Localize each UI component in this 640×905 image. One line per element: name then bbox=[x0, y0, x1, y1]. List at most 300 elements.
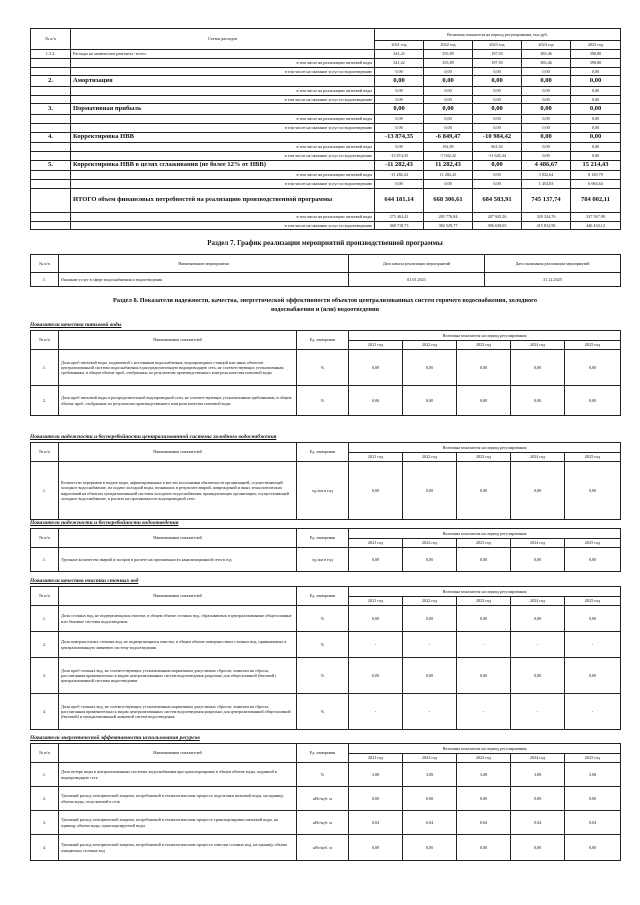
table-row bbox=[31, 123, 621, 132]
row-value: 0,00 bbox=[571, 151, 621, 160]
year-header: 2025 год bbox=[565, 754, 621, 763]
row-num bbox=[31, 151, 71, 160]
col-name: Наименование показателей bbox=[59, 744, 297, 763]
row-value: -13 874,35 bbox=[375, 151, 424, 160]
block-heading: Показатели энергетической эффективности использования ресурсов bbox=[30, 735, 200, 741]
year-header: 2025 год bbox=[565, 539, 621, 548]
row-num: 1. bbox=[31, 350, 59, 386]
header-row bbox=[31, 443, 621, 453]
row-num bbox=[31, 114, 71, 123]
row-value: 0,00 bbox=[522, 95, 571, 104]
section7-title: Раздел 7. График реализации мероприятий производственной программы bbox=[207, 239, 443, 247]
row-value: 784 002,11 bbox=[571, 188, 621, 212]
row-value: 415 812,98 bbox=[522, 221, 571, 230]
row-value: 0,00 bbox=[565, 462, 621, 520]
row-value: 0,00 bbox=[565, 606, 621, 632]
row-value: 396 638,65 bbox=[473, 221, 522, 230]
row-value: 0,00 bbox=[457, 548, 511, 572]
row-value: 3,08 bbox=[349, 763, 403, 787]
row-value: 0,00 bbox=[424, 104, 473, 115]
row-value: 0,00 bbox=[375, 179, 424, 188]
row-value: 0,00 bbox=[403, 787, 457, 811]
col-unit: Ед. измерения bbox=[297, 331, 349, 350]
row-value: 3,08 bbox=[511, 763, 565, 787]
row-num bbox=[31, 58, 71, 67]
row-value: 287 945,26 bbox=[473, 212, 522, 221]
row-num: 4. bbox=[31, 835, 59, 861]
row-value: 398,80 bbox=[571, 58, 621, 67]
table-row bbox=[31, 462, 621, 520]
col-period: Величина показателя на период регулирования bbox=[349, 443, 621, 453]
row-unit: кВт/куб. м bbox=[297, 835, 349, 861]
row-value: 11 282,43 bbox=[424, 171, 473, 180]
col-num: № п/п bbox=[31, 529, 59, 548]
row-name: Корректировка НВВ bbox=[71, 132, 375, 143]
row-value: 0,00 bbox=[511, 350, 565, 386]
row-value: -10 984,42 bbox=[473, 132, 522, 143]
row-value: - bbox=[403, 632, 457, 658]
row-value: 4 486,67 bbox=[522, 160, 571, 171]
row-name: в том числе на реализацию питьевой воды bbox=[71, 86, 375, 95]
row-value: 446 434,12 bbox=[571, 221, 621, 230]
year-header: 2024 год bbox=[511, 341, 565, 350]
table-row bbox=[31, 171, 621, 180]
year-header: 2023 год bbox=[457, 597, 511, 606]
col-num: № п/п bbox=[31, 255, 59, 273]
row-value: 0,00 bbox=[565, 787, 621, 811]
row-value: 0,00 bbox=[457, 350, 511, 386]
col-name: Статьи расходов bbox=[71, 29, 375, 50]
row-value: 0,00 bbox=[375, 76, 424, 87]
table-row bbox=[31, 221, 621, 230]
row-num: 1. bbox=[31, 273, 59, 287]
table-row bbox=[31, 694, 621, 730]
row-value: 192,85 bbox=[424, 143, 473, 152]
row-value: 0,00 bbox=[403, 835, 457, 861]
row-value: 337 567,99 bbox=[571, 212, 621, 221]
row-num: 4. bbox=[31, 132, 71, 143]
table-row bbox=[31, 160, 621, 171]
row-value: 0,00 bbox=[375, 67, 424, 76]
row-value: 0,00 bbox=[375, 114, 424, 123]
row-value: - bbox=[457, 694, 511, 730]
row-value: 0,00 bbox=[424, 123, 473, 132]
col-num: № п/п bbox=[31, 744, 59, 763]
year-header: 2025 год bbox=[565, 453, 621, 462]
row-value: 197,93 bbox=[473, 50, 522, 59]
row-value: 355,89 bbox=[424, 50, 473, 59]
row-value: -13 874,35 bbox=[375, 132, 424, 143]
row-value: 0,00 bbox=[522, 132, 571, 143]
row-value: 0,00 bbox=[511, 606, 565, 632]
row-value: 0,00 bbox=[424, 95, 473, 104]
row-name: в том числе на реализацию питьевой воды bbox=[71, 114, 375, 123]
table-row bbox=[31, 787, 621, 811]
year-header: 2024 год bbox=[511, 597, 565, 606]
row-name: в том числе на реализацию питьевой воды bbox=[71, 171, 375, 180]
row-name: ИТОГО объем финансовых потребностей на реализацию производственной программы bbox=[71, 188, 375, 212]
table-row bbox=[31, 151, 621, 160]
row-name: Удельный расход электрической энергии, потребляемой в технологическом процессе транспортировки питьевой воды, на единицу объема воды, транспортируемой воды bbox=[59, 811, 297, 835]
row-unit: % bbox=[297, 606, 349, 632]
row-value: 0,00 bbox=[424, 114, 473, 123]
table-row bbox=[31, 95, 621, 104]
row-num bbox=[31, 123, 71, 132]
row-unit: ед./км в год bbox=[297, 548, 349, 572]
row-num: 1. bbox=[31, 548, 59, 572]
header-row bbox=[31, 529, 621, 539]
row-value: 0,00 bbox=[511, 548, 565, 572]
row-value: 0,00 bbox=[511, 835, 565, 861]
row-value: 0,00 bbox=[571, 95, 621, 104]
col-name: Наименование мероприятия bbox=[59, 255, 349, 273]
row-value: 3,08 bbox=[565, 763, 621, 787]
row-name: Количество перерывов в подаче воды, зафиксированных в местах исполнения обязательств организацией, осуществляющей холодное водоснабжение, по подаче холодной воды, возникших в результате аварий, повреждений и иных технологических нарушений на объектах централизованной системы холодного водоснабжения, принадлежащих организации, осуществляющей холодное водоснабжение, в расчете на протяженность водопроводной сети bbox=[59, 462, 297, 520]
row-value: 0,00 bbox=[375, 104, 424, 115]
table-row bbox=[31, 212, 621, 221]
row-num: 3. bbox=[31, 104, 71, 115]
table-row bbox=[31, 606, 621, 632]
row-name: в том числе на реализацию питьевой воды bbox=[71, 212, 375, 221]
row-value: 197,93 bbox=[473, 58, 522, 67]
block-heading: Показатели надежности и бесперебойности централизованной системы холодного водоснабжения bbox=[30, 434, 277, 440]
row-name: в том числе на оказание услуг по водоотведению bbox=[71, 123, 375, 132]
row-value: 0,04 bbox=[511, 811, 565, 835]
row-value: 0,00 bbox=[522, 151, 571, 160]
block-heading: Показатели качества очистки сточных вод bbox=[30, 578, 139, 584]
row-value: - bbox=[565, 694, 621, 730]
row-value: 0,00 bbox=[473, 86, 522, 95]
indicator-table bbox=[30, 330, 621, 416]
row-num: 2. bbox=[31, 787, 59, 811]
year-header: 2023 год bbox=[457, 754, 511, 763]
table-row bbox=[31, 58, 621, 67]
col-unit: Ед. измерения bbox=[297, 529, 349, 548]
row-value: 341,22 bbox=[375, 50, 424, 59]
table-row bbox=[31, 632, 621, 658]
row-value: 0,00 bbox=[375, 95, 424, 104]
row-name: Доля потерь воды в централизованных системах водоснабжения при транспортировке в общем объеме воды, поданной в водопроводную сеть bbox=[59, 763, 297, 787]
block-heading: Показатели качества питьевой воды bbox=[30, 322, 122, 328]
col-period: Величина показателя на период регулирования bbox=[349, 744, 621, 754]
row-unit: % bbox=[297, 694, 349, 730]
row-name: в том числе на оказание услуг по водоотведению bbox=[71, 151, 375, 160]
header-row bbox=[31, 587, 621, 597]
table-row bbox=[31, 67, 621, 76]
col-name: Наименование показателей bbox=[59, 331, 297, 350]
table-row bbox=[31, 143, 621, 152]
row-value: - bbox=[511, 632, 565, 658]
row-value: 644 181,14 bbox=[375, 188, 424, 212]
row-unit: кВт/куб. м bbox=[297, 811, 349, 835]
table-row bbox=[31, 548, 621, 572]
row-value: 661,02 bbox=[473, 143, 522, 152]
year-header: 2023 год bbox=[457, 453, 511, 462]
row-value: 0,04 bbox=[349, 811, 403, 835]
row-value: 0,00 bbox=[565, 835, 621, 861]
row-value: 368 718,73 bbox=[375, 221, 424, 230]
row-value: 0,00 bbox=[473, 76, 522, 87]
year-header: 2021 год bbox=[349, 754, 403, 763]
row-value: 1 454,03 bbox=[522, 179, 571, 188]
indicator-table bbox=[30, 442, 621, 520]
table-row bbox=[31, 763, 621, 787]
row-value: 285 776,84 bbox=[424, 212, 473, 221]
row-value: 398,80 bbox=[571, 50, 621, 59]
year-header: 2024 год bbox=[511, 453, 565, 462]
row-value: -6 849,47 bbox=[424, 132, 473, 143]
section8-title-line1: Раздел 8. Показатели надежности, качества, энергетической эффективности объектов централизованных систем горячего водоснабжения, холодного bbox=[112, 297, 538, 304]
row-value: 0,00 bbox=[522, 86, 571, 95]
row-value: 0,00 bbox=[522, 114, 571, 123]
row-value: 383,46 bbox=[522, 50, 571, 59]
row-value: 0,00 bbox=[571, 67, 621, 76]
row-name: в том числе на реализацию питьевой воды bbox=[71, 58, 375, 67]
row-value: 0,00 bbox=[424, 179, 473, 188]
row-num bbox=[31, 221, 71, 230]
table-row bbox=[31, 86, 621, 95]
block-heading: Показатели надежности и бесперебойности водоотведения bbox=[30, 520, 179, 526]
year-header: 2021 год bbox=[375, 41, 424, 50]
row-unit: ед./км в год bbox=[297, 462, 349, 520]
row-num: 4. bbox=[31, 694, 59, 730]
row-value: 0,00 bbox=[349, 386, 403, 416]
row-value: 0,00 bbox=[473, 123, 522, 132]
row-value: 0,00 bbox=[522, 143, 571, 152]
year-header: 2022 год bbox=[424, 41, 473, 50]
row-value: 0,00 bbox=[571, 114, 621, 123]
indicator-table bbox=[30, 586, 621, 730]
row-num bbox=[31, 86, 71, 95]
row-value: 6 064,64 bbox=[571, 179, 621, 188]
row-value: 0,00 bbox=[424, 76, 473, 87]
year-header: 2023 год bbox=[457, 341, 511, 350]
row-value: 0,00 bbox=[571, 76, 621, 87]
row-name: в том числе на оказание услуг по водоотведению bbox=[71, 221, 375, 230]
row-value: - bbox=[349, 694, 403, 730]
row-num: 2. bbox=[31, 386, 59, 416]
row-value: 0,04 bbox=[403, 811, 457, 835]
row-value: 0,00 bbox=[375, 123, 424, 132]
row-value: - bbox=[511, 694, 565, 730]
row-value: 341,22 bbox=[375, 58, 424, 67]
row-num bbox=[31, 188, 71, 212]
row-value: 0,00 bbox=[403, 548, 457, 572]
row-value: 0,00 bbox=[403, 462, 457, 520]
row-name: в том числе на оказание услуг по водоотведению bbox=[71, 179, 375, 188]
year-header: 2021 год bbox=[349, 597, 403, 606]
row-value: -7 042,32 bbox=[424, 151, 473, 160]
row-name: в том числе на оказание услуг по водоотведению bbox=[71, 95, 375, 104]
row-unit: % bbox=[297, 658, 349, 694]
row-value: 0,00 bbox=[424, 86, 473, 95]
year-header: 2021 год bbox=[349, 341, 403, 350]
col-num: № п/п bbox=[31, 587, 59, 606]
col-unit: Ед. измерения bbox=[297, 744, 349, 763]
header-row bbox=[31, 744, 621, 754]
row-value: 0,00 bbox=[403, 658, 457, 694]
row-value: 0,00 bbox=[571, 86, 621, 95]
row-value: 0,00 bbox=[511, 658, 565, 694]
table-row bbox=[31, 179, 621, 188]
row-value: 745 137,74 bbox=[522, 188, 571, 212]
col-period: Величина показателя на период регулирования, тыс.руб. bbox=[375, 29, 621, 41]
row-value: - bbox=[565, 632, 621, 658]
table-row bbox=[31, 350, 621, 386]
row-value: 0,00 bbox=[349, 787, 403, 811]
year-header: 2021 год bbox=[349, 453, 403, 462]
table-row bbox=[31, 658, 621, 694]
row-value: 0,00 bbox=[565, 658, 621, 694]
year-header: 2024 год bbox=[511, 754, 565, 763]
expenses-table bbox=[30, 28, 621, 230]
row-num: 1.3.2. bbox=[31, 50, 71, 59]
row-value: 0,00 bbox=[349, 658, 403, 694]
col-end: Дата окончания реализации мероприятий bbox=[485, 255, 621, 273]
row-unit: % bbox=[297, 350, 349, 386]
row-num bbox=[31, 67, 71, 76]
year-header: 2025 год bbox=[565, 341, 621, 350]
indicator-table bbox=[30, 528, 621, 572]
row-value: 0,00 bbox=[571, 123, 621, 132]
row-value: 383,46 bbox=[522, 58, 571, 67]
col-name: Наименование показателей bbox=[59, 443, 297, 462]
year-header: 2025 год bbox=[565, 597, 621, 606]
row-value: 0,00 bbox=[511, 462, 565, 520]
row-num: 1. bbox=[31, 763, 59, 787]
row-value: 0,00 bbox=[403, 606, 457, 632]
col-name: Наименование показателей bbox=[59, 529, 297, 548]
row-value: 0,04 bbox=[565, 811, 621, 835]
row-num bbox=[31, 143, 71, 152]
row-value: 0,00 bbox=[473, 179, 522, 188]
row-name: Удельный расход электрической энергии, потребляемой в технологическом процессе очистки сточных вод, на единицу объема очищаемых сточных вод bbox=[59, 835, 297, 861]
table-row bbox=[31, 104, 621, 115]
row-value: 3,08 bbox=[403, 763, 457, 787]
row-num: 5. bbox=[31, 160, 71, 171]
table-row bbox=[31, 811, 621, 835]
schedule-table bbox=[30, 254, 621, 287]
year-header: 2023 год bbox=[473, 41, 522, 50]
row-num: 3. bbox=[31, 811, 59, 835]
indicator-table bbox=[30, 743, 621, 861]
row-value: - bbox=[457, 632, 511, 658]
row-value: 355,89 bbox=[424, 58, 473, 67]
row-value: 329 324,76 bbox=[522, 212, 571, 221]
col-name: Наименование показателей bbox=[59, 587, 297, 606]
row-value: 684 583,91 bbox=[473, 188, 522, 212]
row-end: 31.12.2025 bbox=[485, 273, 621, 287]
row-value: 0,00 bbox=[375, 143, 424, 152]
row-num: 3. bbox=[31, 658, 59, 694]
row-value: 0,00 bbox=[571, 132, 621, 143]
row-value: -11 282,43 bbox=[375, 160, 424, 171]
row-unit: % bbox=[297, 632, 349, 658]
section8-title-line2: водоснабжения и (или) водоотведения bbox=[270, 306, 380, 313]
row-value: 0,00 bbox=[522, 104, 571, 115]
col-unit: Ед. измерения bbox=[297, 587, 349, 606]
row-num: 1. bbox=[31, 606, 59, 632]
row-value: 0,00 bbox=[473, 114, 522, 123]
row-value: 382 529,77 bbox=[424, 221, 473, 230]
row-value: 0,00 bbox=[349, 350, 403, 386]
header-row bbox=[31, 331, 621, 341]
row-value: - bbox=[349, 632, 403, 658]
year-header: 2021 год bbox=[349, 539, 403, 548]
row-value: - bbox=[403, 694, 457, 730]
row-value: 0,00 bbox=[457, 386, 511, 416]
row-value: 0,00 bbox=[403, 386, 457, 416]
row-name: Оказание услуг в сфере водоснабжения и водоотведения bbox=[59, 273, 349, 287]
row-value: 11 282,43 bbox=[424, 160, 473, 171]
row-value: -11 282,43 bbox=[375, 171, 424, 180]
row-name: Удельное количество аварий и засоров в расчете на протяженность канализационной сети в год bbox=[59, 548, 297, 572]
year-header: 2022 год bbox=[403, 597, 457, 606]
row-num bbox=[31, 179, 71, 188]
table-row bbox=[31, 273, 621, 287]
col-start: Дата начала реализации мероприятий bbox=[349, 255, 485, 273]
table-row bbox=[31, 76, 621, 87]
year-header: 2024 год bbox=[522, 41, 571, 50]
table-row bbox=[31, 188, 621, 212]
row-num bbox=[31, 212, 71, 221]
row-start: 01.01.2021 bbox=[349, 273, 485, 287]
row-value: 0,00 bbox=[571, 104, 621, 115]
row-name: Доля проб сточных вод, не соответствующих установленным нормативам допустимых сбросов, лимитам на сбросы, рассчитанная применительно к видам централизованных систем водоотведения раздельно для общесплавной (бытовой) централизованной системы водоотведения bbox=[59, 658, 297, 694]
col-unit: Ед. измерения bbox=[297, 443, 349, 462]
row-value: 0,00 bbox=[457, 787, 511, 811]
row-value: 0,00 bbox=[473, 104, 522, 115]
row-value: 0,00 bbox=[457, 658, 511, 694]
row-name: в том числе на реализацию питьевой воды bbox=[71, 143, 375, 152]
table-row bbox=[31, 50, 621, 59]
row-value: -11 645,44 bbox=[473, 151, 522, 160]
row-value: 0,00 bbox=[565, 350, 621, 386]
row-unit: % bbox=[297, 386, 349, 416]
row-value: 0,00 bbox=[565, 386, 621, 416]
row-value: 0,04 bbox=[457, 811, 511, 835]
row-value: 668 306,61 bbox=[424, 188, 473, 212]
row-name: Расходы на химические реагенты - всего: bbox=[71, 50, 375, 59]
row-unit: % bbox=[297, 763, 349, 787]
year-header: 2022 год bbox=[403, 453, 457, 462]
row-name: Нормативная прибыль bbox=[71, 104, 375, 115]
col-num: № п/п bbox=[31, 443, 59, 462]
row-value: 0,00 bbox=[375, 86, 424, 95]
table-row bbox=[31, 132, 621, 143]
row-value: 3,08 bbox=[457, 763, 511, 787]
row-name: Корректировка НВВ в целях сглаживания (не более 12% от НВВ) bbox=[71, 160, 375, 171]
col-period: Величина показателя на период регулирования bbox=[349, 331, 621, 341]
row-name: в том числе на оказание услуг по водоотведению bbox=[71, 67, 375, 76]
row-value: 0,00 bbox=[457, 835, 511, 861]
row-value: 0,00 bbox=[522, 67, 571, 76]
table-row bbox=[31, 114, 621, 123]
row-value: 0,00 bbox=[522, 123, 571, 132]
row-value: 0,00 bbox=[349, 606, 403, 632]
row-num bbox=[31, 95, 71, 104]
row-name: Доля проб сточных вод, не соответствующих установленным нормативам допустимых сбросов, лимитам на сбросы, рассчитанная применительно к видам централизованных систем водоотведения раздельно для централизованной общесплавной (бытовой) и централизованной ливневой систем водоотведения bbox=[59, 694, 297, 730]
row-value: 0,00 bbox=[473, 67, 522, 76]
row-num: 2. bbox=[31, 632, 59, 658]
row-value: 275 462,41 bbox=[375, 212, 424, 221]
year-header: 2022 год bbox=[403, 754, 457, 763]
row-name: Доля сточных вод, не подвергающихся очистке, в общем объеме сточных вод, сбрасываемых в централизованные общесплавные или бытовые системы водоотведения bbox=[59, 606, 297, 632]
col-period: Величина показателя на период регулирования bbox=[349, 529, 621, 539]
row-num: 1. bbox=[31, 462, 59, 520]
row-value: 8 149,79 bbox=[571, 171, 621, 180]
year-header: 2024 год bbox=[511, 539, 565, 548]
